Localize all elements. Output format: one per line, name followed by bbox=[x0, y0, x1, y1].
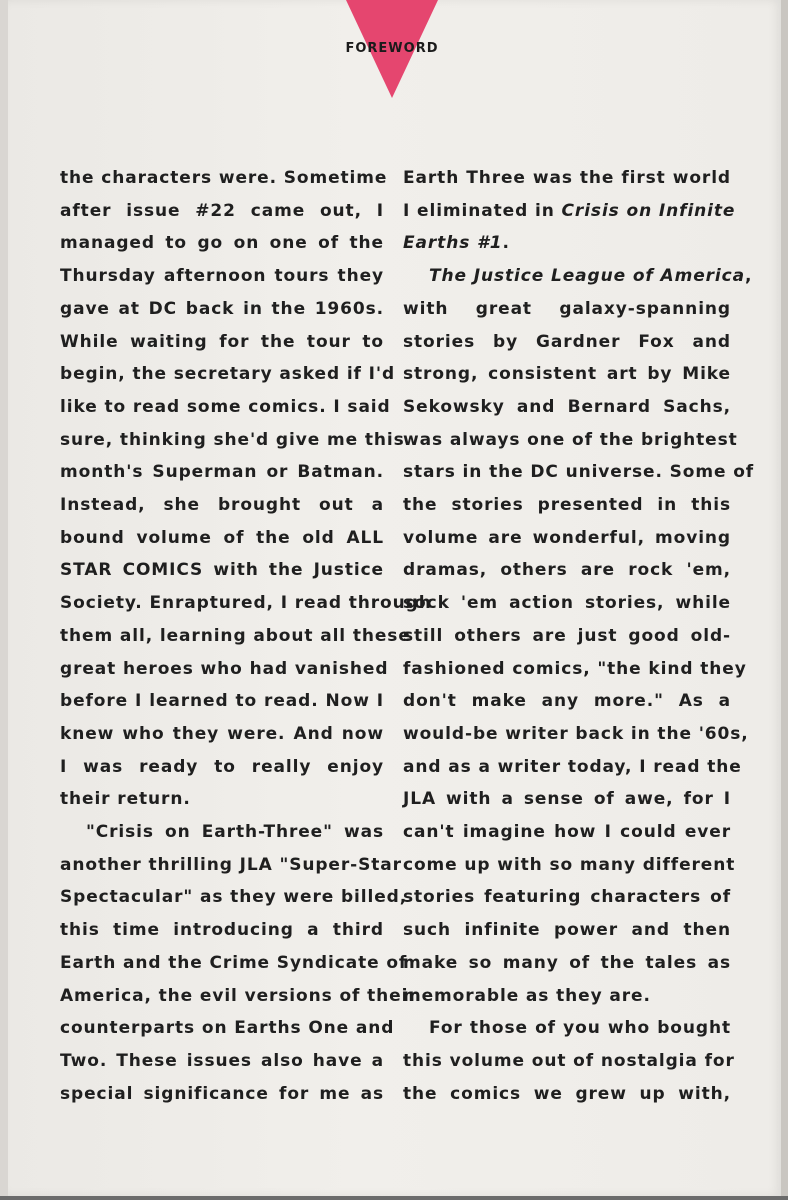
text-line: another thrilling JLA "Super-Star bbox=[60, 854, 402, 875]
text-line: knew who they were. And now bbox=[60, 723, 384, 744]
text-line: this time introducing a third bbox=[60, 920, 384, 941]
page-edge bbox=[781, 0, 788, 1200]
text-line: Spectacular" as they were billed, bbox=[60, 887, 408, 908]
right-text-column bbox=[403, 162, 755, 1110]
text-line: volume are wonderful, moving bbox=[403, 527, 731, 548]
text-line: like to read some comics. I said bbox=[60, 396, 391, 417]
chapter-title: FOREWORD bbox=[345, 41, 439, 56]
text-line: after issue #22 came out, I bbox=[60, 200, 384, 221]
text-line: this volume out of nostalgia for bbox=[403, 1050, 735, 1071]
text-line: still others are just good old- bbox=[403, 625, 731, 646]
text-line: sock 'em action stories, while bbox=[403, 593, 731, 614]
text-line: great heroes who had vanished bbox=[60, 658, 389, 679]
text-line: Two. These issues also have a bbox=[60, 1050, 384, 1071]
text-run: , bbox=[744, 266, 753, 287]
text-line: them all, learning about all these bbox=[60, 625, 411, 646]
text-line: can't imagine how I could ever bbox=[403, 822, 731, 843]
text-line: For those of you who bought bbox=[429, 1018, 731, 1039]
page-bottom-edge bbox=[0, 1196, 788, 1200]
text-line: begin, the secretary asked if I'd bbox=[60, 364, 396, 385]
text-line: before I learned to read. Now I bbox=[60, 691, 384, 712]
text-line: Instead, she brought out a bbox=[60, 495, 384, 516]
text-line: counterparts on Earths One and bbox=[60, 1018, 395, 1039]
text-line: stars in the DC universe. Some of bbox=[403, 462, 755, 483]
text-line: Earth Three was the first world bbox=[403, 168, 731, 188]
text-line: "Crisis on Earth-Three" was bbox=[86, 822, 384, 843]
book-page bbox=[8, 0, 783, 1196]
left-text-column bbox=[60, 162, 432, 1110]
text-line: gave at DC back in the 1960s. bbox=[60, 298, 384, 319]
text-line bbox=[403, 227, 731, 260]
text-line: special significance for me as bbox=[60, 1083, 384, 1104]
text-line: stories by Gardner Fox and bbox=[403, 331, 731, 352]
text-run: . bbox=[502, 233, 510, 254]
text-line: would-be writer back in the '60s, bbox=[403, 723, 749, 744]
text-line: Thursday afternoon tours they bbox=[60, 266, 384, 287]
text-line: bound volume of the old ALL bbox=[60, 527, 384, 548]
book-title-italic: Crisis on Infinite bbox=[561, 200, 736, 221]
text-line: Earth and the Crime Syndicate of bbox=[60, 952, 408, 973]
text-line: come up with so many different bbox=[403, 854, 736, 875]
text-line: the stories presented in this bbox=[403, 495, 731, 516]
text-line: dramas, others are rock 'em, bbox=[403, 560, 731, 581]
text-line: strong, consistent art by Mike bbox=[403, 364, 731, 385]
text-line: memorable as they are. bbox=[403, 985, 651, 1006]
text-line: make so many of the tales as bbox=[403, 952, 731, 973]
text-line: America, the evil versions of their bbox=[60, 985, 418, 1006]
text-line: fashioned comics, "the kind they bbox=[403, 658, 747, 679]
text-line: Sekowsky and Bernard Sachs, bbox=[403, 396, 731, 417]
text-line: the characters were. Sometime bbox=[60, 168, 388, 188]
text-line: JLA with a sense of awe, for I bbox=[403, 789, 731, 810]
book-title-italic: Earths #1 bbox=[403, 233, 503, 254]
text-line bbox=[403, 260, 753, 293]
text-line: the comics we grew up with, bbox=[403, 1083, 731, 1104]
book-title-italic: The Justice League of America bbox=[429, 266, 745, 287]
text-line: STAR COMICS with the Justice bbox=[60, 560, 384, 581]
text-line: month's Superman or Batman. bbox=[60, 462, 384, 483]
text-line: While waiting for the tour to bbox=[60, 331, 384, 352]
text-line: I was ready to really enjoy bbox=[60, 756, 384, 777]
text-line: was always one of the brightest bbox=[403, 429, 738, 450]
text-line: such infinite power and then bbox=[403, 920, 731, 941]
text-line: don't make any more." As a bbox=[403, 691, 731, 712]
text-line: and as a writer today, I read the bbox=[403, 756, 742, 777]
text-line: with great galaxy-spanning bbox=[403, 298, 731, 319]
text-line: managed to go on one of the bbox=[60, 233, 384, 254]
text-line: stories featuring characters of bbox=[403, 887, 731, 908]
text-run: I eliminated in bbox=[403, 200, 562, 221]
text-line: Society. Enraptured, I read through bbox=[60, 593, 432, 614]
text-line: sure, thinking she'd give me this bbox=[60, 429, 405, 450]
text-line: their return. bbox=[60, 789, 191, 810]
text-line bbox=[403, 195, 736, 228]
